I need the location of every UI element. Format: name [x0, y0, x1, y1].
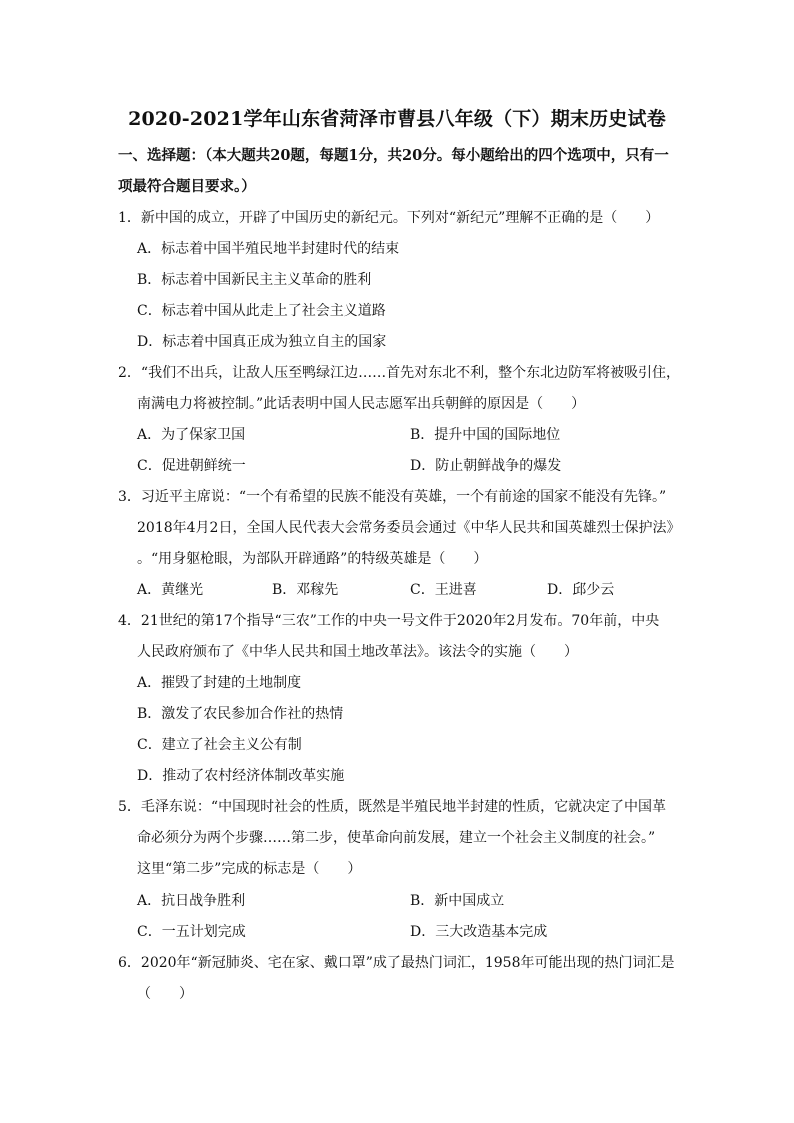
- question-6-stem-line-1: 6．2020年“新冠肺炎、宅在家、戴口罩”成了最热门词汇，1958年可能出现的热门词汇是: [118, 955, 675, 971]
- question-2-option-d: D．防止朝鲜战争的爆发: [410, 458, 562, 474]
- question-4-option-b: B．激发了农民参加合作社的热情: [137, 706, 344, 722]
- question-1-option-b: B．标志着中国新民主主义革命的胜利: [137, 272, 372, 288]
- question-5-option-d: D．三大改造基本完成: [410, 924, 548, 940]
- question-3-option-d: D．邱少云: [547, 582, 615, 598]
- section-heading-line-2: 项最符合题目要求。）: [118, 178, 256, 195]
- question-5-option-a: A．抗日战争胜利: [137, 893, 246, 909]
- question-2-option-c: C．促进朝鲜统一: [137, 458, 246, 474]
- question-3-option-a: A．黄继光: [137, 582, 204, 598]
- question-2-stem-line-2: 南满电力将被控制。”此话表明中国人民志愿军出兵朝鲜的原因是（ ）: [137, 396, 586, 412]
- question-3-stem-line-3: 。“用身躯枪眼，为部队开辟通路”的特级英雄是（ ）: [137, 551, 488, 567]
- question-1-stem: 1．新中国的成立，开辟了中国历史的新纪元。下列对“新纪元”理解不正确的是（ ）: [118, 210, 660, 226]
- question-3-option-b: B．邓稼先: [272, 582, 339, 598]
- question-5-option-b: B．新中国成立: [410, 893, 505, 909]
- question-4-option-c: C．建立了社会主义公有制: [137, 737, 302, 753]
- question-4-option-d: D．推动了农村经济体制改革实施: [137, 768, 345, 784]
- section-heading-line-1: 一、选择题：（本大题共20题，每题1分，共20分。每小题给出的四个选项中，只有一: [118, 147, 669, 164]
- question-5-stem-line-2: 命必须分为两个步骤……第二步，使革命向前发展，建立一个社会主义制度的社会。”: [137, 830, 656, 846]
- question-2-option-b: B．提升中国的国际地位: [410, 427, 561, 443]
- question-4-stem-line-2: 人民政府颁布了《中华人民共和国土地改革法》。该法令的实施（ ）: [137, 644, 578, 660]
- question-6-stem-line-2: （ ）: [137, 986, 193, 1002]
- question-5-option-c: C．一五计划完成: [137, 924, 246, 940]
- question-5-stem-line-1: 5．毛泽东说：“中国现时社会的性质，既然是半殖民地半封建的性质，它就决定了中国革: [118, 799, 667, 815]
- question-2-option-a: A．为了保家卫国: [137, 427, 246, 443]
- question-4-option-a: A．摧毁了封建的土地制度: [137, 675, 302, 691]
- question-3-stem-line-2: 2018年4月2日，全国人民代表大会常务委员会通过《中华人民共和国英雄烈士保护法》: [137, 520, 681, 536]
- question-1-option-a: A．标志着中国半殖民地半封建时代的结束: [137, 241, 400, 257]
- question-5-stem-line-3: 这里“第二步”完成的标志是（ ）: [137, 861, 362, 877]
- question-3-option-c: C．王进喜: [410, 582, 477, 598]
- question-1-option-c: C．标志着中国从此走上了社会主义道路: [137, 303, 386, 319]
- question-4-stem-line-1: 4．21世纪的第17个指导“三农”工作的中央一号文件于2020年2月发布。70年前，中央: [118, 613, 660, 629]
- exam-title: 2020-2021学年山东省菏泽市曹县八年级（下）期末历史试卷: [128, 108, 666, 130]
- question-3-stem-line-1: 3．习近平主席说：“一个有希望的民族不能没有英雄，一个有前途的国家不能没有先锋。”: [118, 489, 667, 505]
- question-2-stem-line-1: 2．“我们不出兵，让敌人压至鸭绿江边……首先对东北不利，整个东北边防军将被吸引住，: [118, 365, 681, 381]
- question-1-option-d: D．标志着中国真正成为独立自主的国家: [137, 334, 387, 350]
